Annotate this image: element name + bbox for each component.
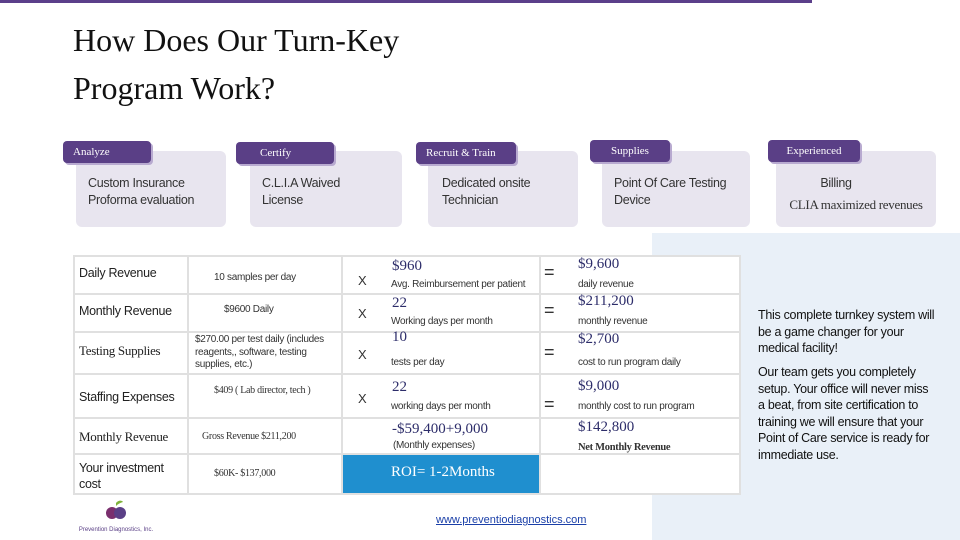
value-tests-sub: tests per day [391, 357, 445, 368]
step-label-recruit: Recruit & Train [416, 142, 516, 164]
param-investment: $60K- $137,000 [214, 468, 276, 479]
param-staffing: $409 ( Lab director, tech ) [214, 385, 311, 396]
value-tests: 10 [392, 329, 407, 345]
page-title [73, 16, 399, 112]
step-desc-line2: Technician [442, 193, 499, 207]
row-label-testing-supplies: Testing Supplies [79, 343, 161, 358]
description-intro: This complete turnkey system will be a game changer for your medical facility! [758, 308, 935, 355]
description-setup: Our team gets you completely setup. Your office will never miss a beat, from site certification to training we will ensure that your Point of Care service is ready for immediate use. [758, 365, 930, 462]
multiply-sign: X [358, 306, 367, 321]
top-accent-bar [0, 0, 812, 3]
logo-text: Prevention Diagnostics, Inc. [78, 527, 154, 533]
param-gross: Gross Revenue $211,200 [202, 431, 296, 442]
title-line-1: How Does Our Turn-Key [73, 22, 400, 58]
equals-sign: = [544, 394, 555, 414]
company-logo [76, 500, 156, 536]
value-reimbursement: $960 [392, 258, 422, 274]
revenue-table [73, 255, 741, 495]
result-daily-sub: daily revenue [578, 279, 634, 290]
multiply-sign: X [358, 391, 367, 406]
step-desc-line2: Device [614, 193, 651, 207]
step-desc-line2: License [262, 193, 303, 207]
value-staff-days: 22 [392, 379, 407, 395]
param-samples: 10 samples per day [214, 272, 296, 283]
equals-sign: = [544, 262, 555, 282]
param-test-cost: $270.00 per test daily (includes reagents,, software, testing supplies, etc.) [195, 334, 324, 370]
step-desc-line1: C.L.I.A Waived [262, 176, 341, 190]
result-staffing-sub: monthly cost to run program [578, 401, 695, 412]
row-label-monthly-revenue: Monthly Revenue [79, 304, 172, 318]
multiply-sign: X [358, 347, 367, 362]
value-expenses-sub: (Monthly expenses) [393, 440, 475, 451]
equals-sign: = [544, 342, 555, 362]
result-monthly: $211,200 [578, 293, 634, 309]
step-desc-line1: Billing [820, 176, 852, 190]
step-label-certify: Certify [236, 142, 334, 164]
row-label-daily-revenue: Daily Revenue [79, 266, 157, 280]
value-working-days-sub: Working days per month [391, 316, 493, 327]
step-desc-line2: CLIA maximized revenues [789, 197, 923, 212]
result-supplies-sub: cost to run program daily [578, 357, 681, 368]
row-label-investment: Your investment cost [79, 461, 164, 491]
param-daily: $9600 Daily [224, 304, 274, 315]
value-staff-days-sub: working days per month [391, 401, 491, 412]
value-working-days: 22 [392, 295, 407, 311]
website-link[interactable]: www.preventiodiagnostics.com [436, 514, 587, 526]
step-desc-line1: Dedicated onsite [442, 176, 531, 190]
result-net-sub: Net Monthly Revenue [578, 442, 671, 453]
step-desc-line2: Proforma evaluation [88, 193, 195, 207]
logo-mark-icon [76, 500, 156, 522]
row-label-staffing-expenses: Staffing Expenses [79, 390, 175, 404]
step-desc-line1: Point Of Care Testing [614, 176, 727, 190]
step-card-experienced [776, 151, 936, 227]
step-label-analyze: Analyze [63, 141, 151, 163]
result-staffing: $9,000 [578, 378, 620, 394]
title-line-2: Program Work? [73, 70, 276, 106]
step-label-experienced: Experienced [768, 140, 860, 162]
step-card-supplies [602, 151, 750, 227]
equals-sign: = [544, 300, 555, 320]
multiply-sign: X [358, 273, 367, 288]
step-desc-line1: Custom Insurance [88, 176, 185, 190]
roi-text: ROI= 1-2Months [391, 464, 495, 480]
value-expenses: -$59,400+9,000 [392, 421, 488, 437]
value-reimbursement-sub: Avg. Reimbursement per patient [391, 279, 526, 290]
result-net: $142,800 [578, 419, 635, 435]
result-monthly-sub: monthly revenue [578, 316, 648, 327]
row-label-net-monthly: Monthly Revenue [79, 429, 169, 444]
result-supplies: $2,700 [578, 331, 620, 347]
step-label-supplies: Supplies [590, 140, 670, 162]
result-daily: $9,600 [578, 256, 620, 272]
